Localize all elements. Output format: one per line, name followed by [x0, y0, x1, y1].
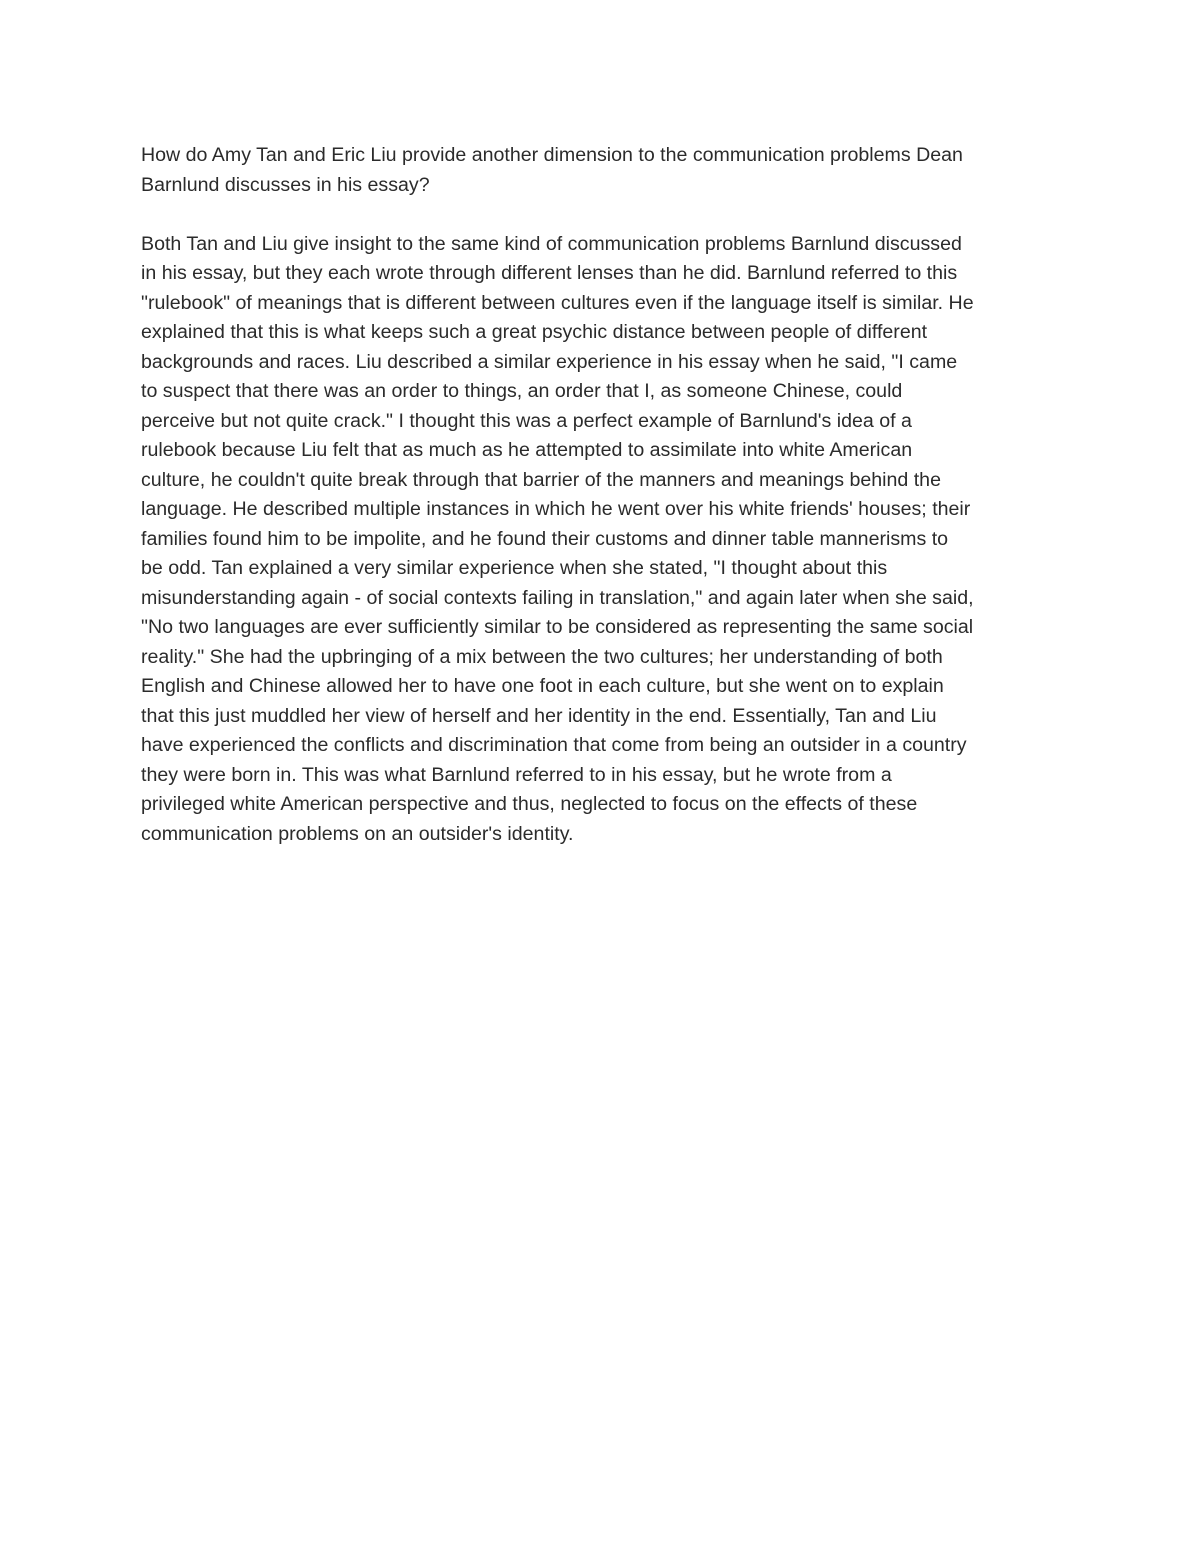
answer-line: reality." She had the upbringing of a mix between the two cultures; her understanding of both — [141, 645, 943, 668]
answer-line: English and Chinese allowed her to have one foot in each culture, but she went on to explain — [141, 675, 944, 697]
question-line: How do Amy Tan and Eric Liu provide another dimension to the communication problems Dean — [141, 144, 963, 166]
answer-line: have experienced the conflicts and discrimination that come from being an outsider in a country — [141, 734, 967, 756]
answer-line: rulebook because Liu felt that as much as he attempted to assimilate into white American — [141, 439, 913, 461]
question-line: Barnlund discusses in his essay? — [141, 173, 430, 196]
answer-line: to suspect that there was an order to things, an order that I, as someone Chinese, could — [141, 380, 903, 402]
answer-line: privileged white American perspective and thus, neglected to focus on the effects of these — [141, 793, 918, 815]
answer-line: be odd. Tan explained a very similar experience when she stated, "I thought about this — [141, 557, 888, 579]
answer-line: communication problems on an outsider's identity. — [141, 822, 574, 845]
answer-line: backgrounds and races. Liu described a similar experience in his essay when he said, "I came — [141, 350, 958, 373]
answer-paragraph — [141, 230, 1063, 850]
answer-line: in his essay, but they each wrote through different lenses than he did. Barnlund referred to this — [141, 262, 958, 284]
answer-line: "No two languages are ever sufficiently similar to be considered as representing the same social — [141, 616, 974, 638]
question-paragraph — [141, 141, 1063, 200]
answer-line: Both Tan and Liu give insight to the same kind of communication problems Barnlund discussed — [141, 232, 962, 255]
answer-line: families found him to be impolite, and he found their customs and dinner table mannerisms to — [141, 527, 949, 550]
answer-line: perceive but not quite crack." I thought this was a perfect example of Barnlund's idea of a — [141, 409, 912, 432]
answer-line: culture, he couldn't quite break through that barrier of the manners and meanings behind the — [141, 468, 941, 491]
document-body — [141, 141, 1063, 849]
paragraph-spacer — [141, 200, 1063, 230]
answer-line: explained that this is what keeps such a great psychic distance between people of different — [141, 321, 928, 343]
answer-line: misunderstanding again - of social contexts failing in translation," and again later when she said, — [141, 586, 974, 609]
answer-line: "rulebook" of meanings that is different between cultures even if the language itself is similar. He — [141, 291, 974, 314]
answer-line: that this just muddled her view of herself and her identity in the end. Essentially, Tan and Liu — [141, 704, 937, 727]
answer-line: they were born in. This was what Barnlund referred to in his essay, but he wrote from a — [141, 763, 892, 786]
answer-line: language. He described multiple instances in which he went over his white friends' houses; their — [141, 498, 971, 520]
